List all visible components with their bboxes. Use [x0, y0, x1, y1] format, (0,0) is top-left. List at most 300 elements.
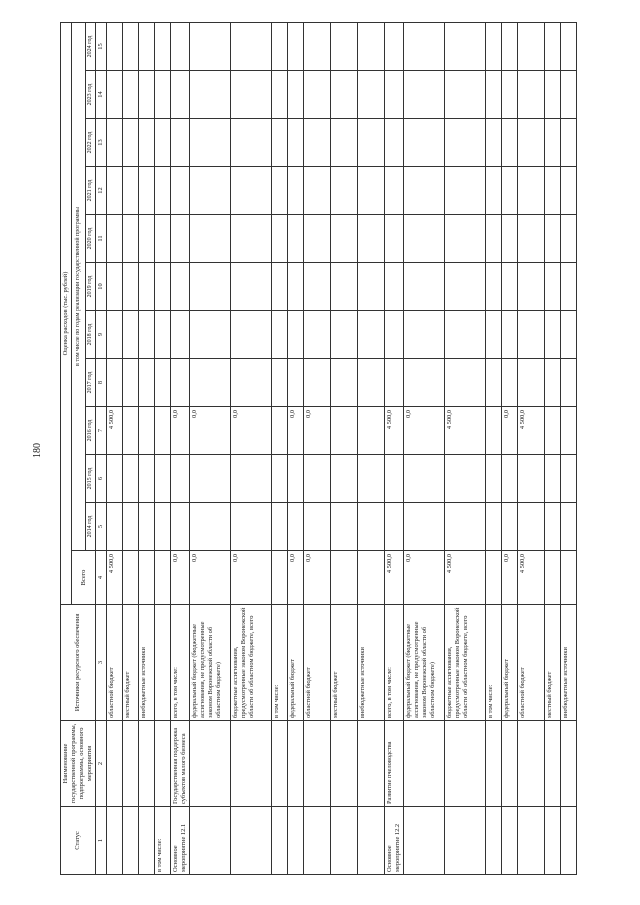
row-status: [518, 807, 545, 875]
row-year-cell: [171, 167, 190, 215]
row-year-2016: [272, 407, 288, 455]
row-total: 0,0: [171, 551, 190, 605]
row-total: 0,0: [288, 551, 304, 605]
row-year-cell: [486, 167, 502, 215]
row-funding-source: областной бюджет: [107, 605, 123, 721]
row-year-2016: [331, 407, 358, 455]
row-program-name: Развитие пчеловодства: [385, 721, 404, 807]
row-year-cell: [561, 167, 577, 215]
column-number: 13: [96, 119, 107, 167]
row-year-cell: [190, 359, 231, 407]
row-year-cell: [486, 455, 502, 503]
row-year-cell: [502, 455, 518, 503]
year-header: 2019 год: [85, 263, 96, 311]
row-year-cell: [155, 263, 171, 311]
row-year-cell: [486, 215, 502, 263]
row-funding-source: внебюджетные источники: [358, 605, 385, 721]
row-year-cell: [288, 71, 304, 119]
row-year-cell: [545, 263, 561, 311]
row-status: [486, 807, 502, 875]
table-row: [272, 23, 288, 875]
row-year-cell: [404, 263, 445, 311]
row-year-cell: [445, 455, 486, 503]
row-program-name: [561, 721, 577, 807]
row-year-cell: [123, 119, 139, 167]
row-year-2016: 0,0: [304, 407, 331, 455]
table-row: [561, 23, 577, 875]
table-row: [404, 23, 445, 875]
column-number: 9: [96, 311, 107, 359]
row-year-cell: [171, 71, 190, 119]
row-year-cell: [331, 455, 358, 503]
row-year-cell: [231, 119, 272, 167]
year-header: 2023 год: [85, 71, 96, 119]
row-funding-source: внебюджетные источники: [561, 605, 577, 721]
row-year-cell: [171, 455, 190, 503]
row-year-cell: [561, 71, 577, 119]
row-year-cell: [155, 71, 171, 119]
row-year-cell: [139, 455, 155, 503]
year-header: 2016 год: [85, 407, 96, 455]
row-year-cell: [385, 263, 404, 311]
row-total: 0,0: [231, 551, 272, 605]
row-year-cell: [331, 311, 358, 359]
row-year-cell: [445, 71, 486, 119]
row-funding-source: всего, в том числе:: [385, 605, 404, 721]
table-row: [155, 23, 171, 875]
row-year-cell: [518, 71, 545, 119]
row-year-cell: [272, 503, 288, 551]
row-program-name: [518, 721, 545, 807]
row-year-cell: [231, 215, 272, 263]
row-year-cell: [545, 503, 561, 551]
row-year-cell: [190, 503, 231, 551]
row-year-cell: [502, 359, 518, 407]
row-year-cell: [171, 23, 190, 71]
row-program-name: [358, 721, 385, 807]
year-header: 2020 год: [85, 215, 96, 263]
header-expenses-title: Оценка расходов (тыс. рублей): [61, 23, 72, 605]
row-year-cell: [190, 71, 231, 119]
row-year-cell: [545, 167, 561, 215]
row-year-cell: [107, 71, 123, 119]
row-year-2016: [545, 407, 561, 455]
row-year-cell: [272, 215, 288, 263]
row-year-2016: 4 500,0: [107, 407, 123, 455]
row-status: [139, 807, 155, 875]
row-year-cell: [385, 215, 404, 263]
row-year-cell: [107, 503, 123, 551]
row-year-cell: [518, 311, 545, 359]
row-year-cell: [155, 119, 171, 167]
row-year-2016: [123, 407, 139, 455]
row-year-cell: [190, 23, 231, 71]
row-year-cell: [518, 359, 545, 407]
column-number: 11: [96, 215, 107, 263]
table-row: [331, 23, 358, 875]
row-year-cell: [545, 215, 561, 263]
row-year-cell: [288, 359, 304, 407]
row-year-cell: [331, 263, 358, 311]
row-program-name: [155, 721, 171, 807]
row-year-cell: [486, 71, 502, 119]
row-year-cell: [107, 23, 123, 71]
row-year-cell: [171, 311, 190, 359]
table-row: [231, 23, 272, 875]
column-number: 15: [96, 23, 107, 71]
row-status: Основное мероприятие 12.2: [385, 807, 404, 875]
row-year-cell: [123, 71, 139, 119]
row-total: [331, 551, 358, 605]
row-year-cell: [545, 71, 561, 119]
table-row: [358, 23, 385, 875]
rotated-page: [60, 25, 630, 875]
row-year-cell: [139, 23, 155, 71]
row-year-2016: 0,0: [404, 407, 445, 455]
row-year-cell: [385, 359, 404, 407]
row-year-2016: 0,0: [288, 407, 304, 455]
row-year-cell: [304, 263, 331, 311]
row-year-cell: [331, 503, 358, 551]
row-year-cell: [486, 359, 502, 407]
row-funding-source: всего, в том числе:: [171, 605, 190, 721]
row-year-cell: [304, 167, 331, 215]
year-header: 2024 год: [85, 23, 96, 71]
table-row: [502, 23, 518, 875]
row-year-cell: [358, 263, 385, 311]
row-year-cell: [123, 215, 139, 263]
row-year-cell: [139, 215, 155, 263]
row-year-cell: [358, 167, 385, 215]
row-year-cell: [561, 359, 577, 407]
row-year-cell: [545, 119, 561, 167]
row-year-cell: [272, 359, 288, 407]
header-status: Статус: [61, 807, 96, 875]
row-year-cell: [385, 167, 404, 215]
row-program-name: [123, 721, 139, 807]
row-year-cell: [518, 23, 545, 71]
row-year-cell: [107, 311, 123, 359]
row-year-cell: [385, 71, 404, 119]
column-number: 10: [96, 263, 107, 311]
row-funding-source: федеральный бюджет (бюджетные ассигнования, не предусмотренные законом Воронежской области об областном бюджете): [404, 605, 445, 721]
row-funding-source: федеральный бюджет: [502, 605, 518, 721]
table-row: [304, 23, 331, 875]
row-year-cell: [502, 503, 518, 551]
table-row: [445, 23, 486, 875]
row-year-cell: [561, 311, 577, 359]
row-year-2016: 0,0: [231, 407, 272, 455]
row-year-cell: [331, 119, 358, 167]
row-program-name: [272, 721, 288, 807]
row-total: [155, 551, 171, 605]
row-funding-source: в том числе:: [486, 605, 502, 721]
row-year-cell: [502, 167, 518, 215]
row-status: [304, 807, 331, 875]
row-funding-source: федеральный бюджет: [288, 605, 304, 721]
year-header: 2014 год: [85, 503, 96, 551]
row-year-cell: [107, 359, 123, 407]
column-number: 12: [96, 167, 107, 215]
column-number: 3: [96, 605, 107, 721]
row-year-cell: [304, 215, 331, 263]
row-funding-source: местный бюджет: [123, 605, 139, 721]
row-year-cell: [358, 23, 385, 71]
row-year-cell: [561, 215, 577, 263]
row-year-2016: [561, 407, 577, 455]
table-row: [288, 23, 304, 875]
row-year-cell: [272, 23, 288, 71]
row-year-cell: [502, 311, 518, 359]
row-total: 0,0: [404, 551, 445, 605]
row-year-cell: [272, 455, 288, 503]
row-status: [404, 807, 445, 875]
header-total: Всего: [72, 551, 96, 605]
row-year-cell: [107, 215, 123, 263]
row-total: [358, 551, 385, 605]
row-year-cell: [190, 167, 231, 215]
row-year-2016: 0,0: [190, 407, 231, 455]
row-funding-source: бюджетные ассигнования, предусмотренные законом Воронежской области об областном бюджете, всего: [231, 605, 272, 721]
row-year-cell: [445, 215, 486, 263]
row-year-cell: [190, 263, 231, 311]
row-year-cell: [545, 23, 561, 71]
row-program-name: [288, 721, 304, 807]
row-year-cell: [358, 359, 385, 407]
table-row: [171, 23, 190, 875]
column-number-row: [96, 23, 107, 875]
row-year-cell: [304, 23, 331, 71]
header-program-name: Наименование государственной программы, подпрограммы, основного мероприятия: [61, 721, 96, 807]
row-year-cell: [123, 359, 139, 407]
row-year-cell: [288, 503, 304, 551]
row-year-cell: [404, 167, 445, 215]
row-year-cell: [545, 359, 561, 407]
row-total: [561, 551, 577, 605]
row-year-cell: [445, 311, 486, 359]
row-program-name: [502, 721, 518, 807]
row-year-cell: [288, 455, 304, 503]
row-year-cell: [139, 503, 155, 551]
row-year-cell: [231, 263, 272, 311]
row-year-cell: [385, 311, 404, 359]
column-number: 7: [96, 407, 107, 455]
row-year-cell: [518, 167, 545, 215]
table-row: [190, 23, 231, 875]
row-year-cell: [139, 167, 155, 215]
row-year-cell: [331, 215, 358, 263]
row-year-cell: [139, 311, 155, 359]
row-year-cell: [123, 455, 139, 503]
row-year-cell: [171, 359, 190, 407]
row-year-cell: [123, 23, 139, 71]
row-year-cell: [502, 23, 518, 71]
column-number: 1: [96, 807, 107, 875]
row-year-2016: 0,0: [502, 407, 518, 455]
row-year-cell: [171, 503, 190, 551]
row-year-cell: [545, 455, 561, 503]
row-year-cell: [385, 119, 404, 167]
row-funding-source: в том числе:: [272, 605, 288, 721]
row-status: [331, 807, 358, 875]
row-year-cell: [404, 311, 445, 359]
row-year-cell: [545, 311, 561, 359]
row-year-cell: [190, 455, 231, 503]
year-header: 2017 год: [85, 359, 96, 407]
page-number: 180: [32, 443, 43, 458]
row-year-cell: [107, 455, 123, 503]
row-total: 4 500,0: [385, 551, 404, 605]
row-total: 4 500,0: [518, 551, 545, 605]
row-funding-source: внебюджетные источники: [139, 605, 155, 721]
row-status: Основное мероприятие 12.1: [171, 807, 190, 875]
row-status: [561, 807, 577, 875]
row-year-cell: [304, 455, 331, 503]
row-year-cell: [288, 215, 304, 263]
row-year-cell: [404, 71, 445, 119]
row-total: 0,0: [502, 551, 518, 605]
row-year-cell: [155, 167, 171, 215]
row-year-cell: [502, 119, 518, 167]
row-year-cell: [385, 23, 404, 71]
row-year-cell: [231, 503, 272, 551]
row-year-cell: [155, 503, 171, 551]
row-year-2016: [486, 407, 502, 455]
row-year-cell: [304, 503, 331, 551]
row-funding-source: областной бюджет: [518, 605, 545, 721]
row-year-cell: [561, 119, 577, 167]
row-status: [445, 807, 486, 875]
row-total: 0,0: [304, 551, 331, 605]
row-year-2016: 0,0: [171, 407, 190, 455]
row-program-name: [445, 721, 486, 807]
row-year-cell: [139, 359, 155, 407]
row-year-cell: [155, 23, 171, 71]
row-year-cell: [231, 71, 272, 119]
row-year-cell: [107, 167, 123, 215]
budget-table: [60, 22, 577, 875]
row-year-cell: [331, 23, 358, 71]
row-status: [502, 807, 518, 875]
row-year-cell: [272, 311, 288, 359]
row-year-cell: [445, 23, 486, 71]
row-total: 4 500,0: [107, 551, 123, 605]
header-funding-source: Источники ресурсного обеспечения: [61, 605, 96, 721]
header-by-year: в том числе по годам реализации государственной программы: [72, 23, 86, 551]
row-status: [123, 807, 139, 875]
row-year-cell: [561, 503, 577, 551]
row-year-cell: [231, 455, 272, 503]
row-program-name: [231, 721, 272, 807]
row-total: [486, 551, 502, 605]
row-year-cell: [518, 215, 545, 263]
row-year-cell: [139, 119, 155, 167]
row-year-cell: [445, 167, 486, 215]
row-total: [123, 551, 139, 605]
row-year-cell: [486, 311, 502, 359]
row-year-cell: [139, 263, 155, 311]
row-year-cell: [304, 119, 331, 167]
row-status: [190, 807, 231, 875]
row-year-cell: [288, 263, 304, 311]
column-number: 6: [96, 455, 107, 503]
row-total: [139, 551, 155, 605]
row-year-cell: [486, 503, 502, 551]
row-status: [272, 807, 288, 875]
row-funding-source: [155, 605, 171, 721]
row-year-cell: [445, 503, 486, 551]
row-total: 4 500,0: [445, 551, 486, 605]
column-number: 8: [96, 359, 107, 407]
row-year-cell: [502, 71, 518, 119]
row-funding-source: бюджетные ассигнования, предусмотренные законом Воронежской области об областном бюджете, всего: [445, 605, 486, 721]
row-year-cell: [358, 503, 385, 551]
row-program-name: [304, 721, 331, 807]
row-year-cell: [288, 23, 304, 71]
row-year-cell: [358, 311, 385, 359]
row-year-cell: [358, 119, 385, 167]
row-year-cell: [561, 23, 577, 71]
row-year-cell: [272, 71, 288, 119]
row-year-cell: [445, 119, 486, 167]
row-year-cell: [385, 455, 404, 503]
row-year-cell: [445, 359, 486, 407]
row-year-cell: [486, 263, 502, 311]
year-header: 2018 год: [85, 311, 96, 359]
row-funding-source: местный бюджет: [545, 605, 561, 721]
row-year-2016: 4 500,0: [518, 407, 545, 455]
row-year-cell: [561, 263, 577, 311]
row-program-name: [107, 721, 123, 807]
row-year-2016: 4 500,0: [445, 407, 486, 455]
row-year-cell: [518, 455, 545, 503]
row-program-name: [545, 721, 561, 807]
row-status: в том числе:: [155, 807, 171, 875]
row-total: 0,0: [190, 551, 231, 605]
year-header: 2021 год: [85, 167, 96, 215]
row-year-cell: [231, 23, 272, 71]
row-program-name: [190, 721, 231, 807]
row-year-cell: [404, 455, 445, 503]
row-year-cell: [272, 263, 288, 311]
row-year-cell: [331, 167, 358, 215]
row-year-cell: [155, 215, 171, 263]
row-year-cell: [358, 215, 385, 263]
table-row: [518, 23, 545, 875]
row-year-cell: [272, 167, 288, 215]
row-year-cell: [171, 215, 190, 263]
row-year-cell: [171, 119, 190, 167]
row-year-cell: [155, 359, 171, 407]
row-year-cell: [304, 311, 331, 359]
row-funding-source: федеральный бюджет (бюджетные ассигнования, не предусмотренные законом Воронежской области об областном бюджете): [190, 605, 231, 721]
row-year-cell: [155, 311, 171, 359]
row-year-cell: [123, 167, 139, 215]
row-year-cell: [486, 23, 502, 71]
row-year-cell: [331, 359, 358, 407]
row-status: [358, 807, 385, 875]
table-header: [61, 23, 107, 875]
row-program-name: [139, 721, 155, 807]
row-year-2016: [139, 407, 155, 455]
table-row: [385, 23, 404, 875]
table-row: [139, 23, 155, 875]
row-year-2016: 4 500,0: [385, 407, 404, 455]
row-year-cell: [502, 263, 518, 311]
row-year-cell: [190, 119, 231, 167]
row-year-cell: [123, 311, 139, 359]
table-row: [107, 23, 123, 875]
